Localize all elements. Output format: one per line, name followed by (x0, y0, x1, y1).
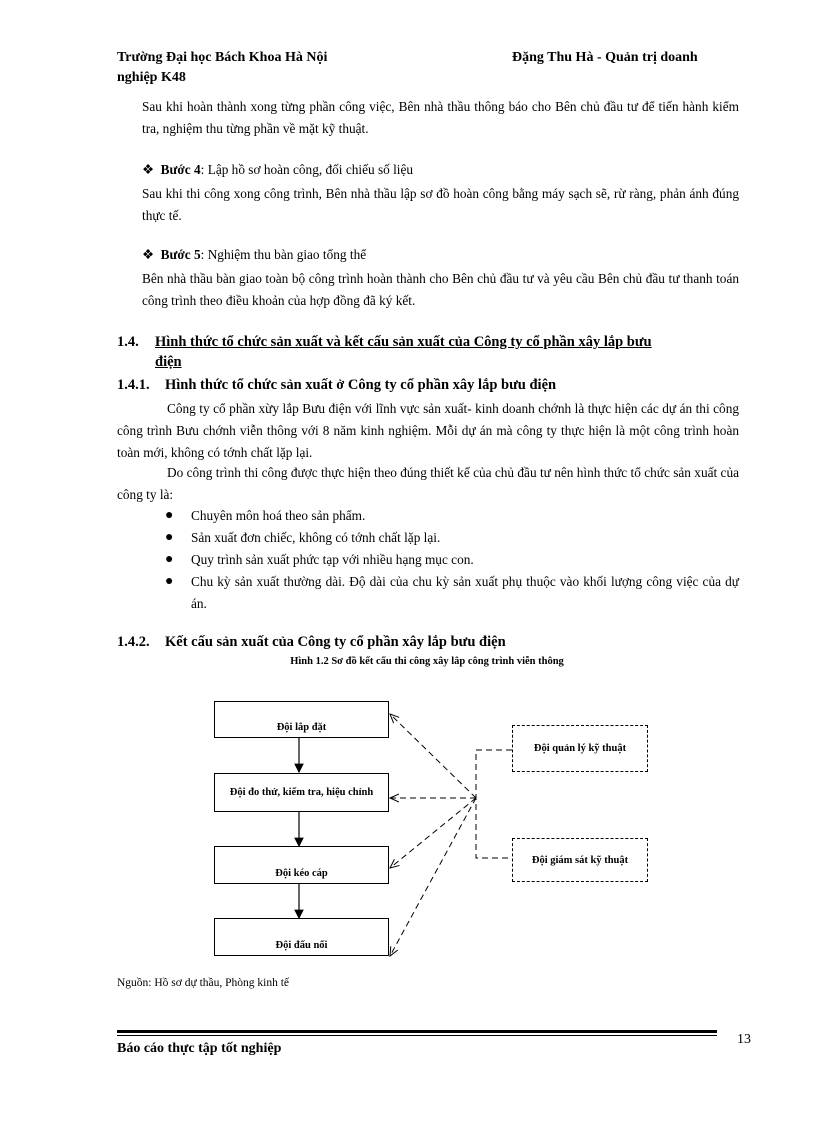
step-4-text: Sau khi thi công xong công trình, Bên nhà thầu lập sơ đồ hoàn công bằng máy sạch sẽ, rừ ràng, phản ánh đúng thực tế. (142, 186, 739, 223)
bullet-dot-icon: ● (165, 508, 174, 523)
section-1-4-title-line1: Hình thức tổ chức sản xuất và kết cấu sản xuất của Công ty cổ phần xây lắp bưu (155, 334, 652, 350)
list-item: ● Sản xuất đơn chiếc, không có tớnh chất lặp lại. (165, 527, 739, 549)
box-doi-quan-ly-ky-thuat: Đội quản lý kỹ thuật (512, 725, 648, 772)
figure-source: Nguồn: Hồ sơ dự thầu, Phòng kinh tế (117, 977, 290, 989)
box-doi-keo-cap: Đội kéo cáp (214, 846, 389, 884)
step-4-title-text: : Lập hồ sơ hoàn công, đối chiếu số liệu (200, 162, 414, 177)
diamond-bullet-icon: ❖ (142, 162, 154, 177)
section-1-4-2-number: 1.4.2. (117, 634, 150, 650)
list-item: ● Quy trình sản xuất phức tạp với nhiều hạng mục con. (165, 549, 739, 571)
step-5-label: Bước 5 (160, 247, 201, 262)
step-4-label: Bước 4 (160, 162, 201, 177)
box-doi-giam-sat-ky-thuat: Đội giám sát kỹ thuật (512, 838, 648, 882)
section-1-4-1-number: 1.4.1. (117, 377, 150, 393)
bullet-dot-icon: ● (165, 530, 174, 545)
section-1-4-1-title: Hình thức tổ chức sản xuất ở Công ty cổ phần xây lắp bưu điện (165, 377, 557, 393)
dashed-arrow-4 (390, 798, 476, 956)
footer-rule-thick (117, 1030, 717, 1033)
step-5-title-text: : Nghiệm thu bàn giao tổng thể (200, 247, 367, 262)
dashed-arrow-3 (390, 798, 476, 868)
section-1-4-2-title: Kết cấu sản xuất của Công ty cổ phần xây lắp bưu điện (165, 634, 506, 650)
header-left: Trường Đại học Bách Khoa Hà Nội (117, 50, 328, 65)
box-doi-lap-dat: Đội lắp đặt (214, 701, 389, 738)
bullet-dot-icon: ● (165, 574, 174, 589)
figure-caption: Hình 1.2 Sơ đồ kết cấu thi công xây lắp công trình viễn thông (290, 656, 564, 667)
section-1-4-title-line2: điện (155, 354, 182, 370)
list-item: ● Chu kỳ sản xuất thường dài. Độ dài của chu kỳ sản xuất phụ thuộc vào khối lượng công việc của dự án. (165, 571, 739, 615)
dashed-arrow-1 (390, 714, 476, 798)
list-item: ● Chuyên môn hoá theo sản phẩm. (165, 505, 739, 527)
footer-title: Báo cáo thực tập tốt nghiệp (117, 1041, 282, 1056)
footer-rule-thin (117, 1035, 717, 1036)
page-number: 13 (737, 1032, 751, 1047)
bullet-dot-icon: ● (165, 552, 174, 567)
header-right: Đặng Thu Hà - Quản trị doanh (512, 50, 698, 65)
step-5-text: Bên nhà thầu bàn giao toàn bộ công trình hoàn thành cho Bên chủ đầu tư và yêu cầu Bên chủ đầu tư thanh toán công trình theo điều khoản của hợp đồng đã ký kết. (142, 271, 739, 308)
header-line2: nghiệp K48 (117, 70, 186, 85)
section-1-4-1-para2: Do công trình thi công được thực hiện theo đúng thiết kế của chủ đầu tư nên hình thức tổ chức sản xuất của công ty là: (117, 465, 739, 502)
box-doi-do-thu: Đội đo thử, kiểm tra, hiệu chỉnh (214, 773, 389, 812)
box-doi-dau-noi: Đội đấu nối (214, 918, 389, 956)
side-connector (476, 750, 512, 858)
diamond-bullet-icon: ❖ (142, 247, 154, 262)
section-1-4-number: 1.4. (117, 334, 139, 350)
intro-paragraph: Sau khi hoàn thành xong từng phần công việc, Bên nhà thầu thông báo cho Bên chủ đầu tư để tiến hành kiểm tra, nghiệm thu từng phần về mặt kỹ thuật. (142, 99, 739, 136)
section-1-4-1-para1: Công ty cổ phần xừy lắp Bưu điện với lĩnh vực sản xuất- kinh doanh chớnh là thực hiện các dự án thi công công trình Bưu chớnh viễn thông với 8 năm kinh nghiệm. Mỗi dự án mà công ty thực hiện là một công trình hoàn toàn mới, không có tớnh chất lặp lại. (117, 401, 739, 460)
